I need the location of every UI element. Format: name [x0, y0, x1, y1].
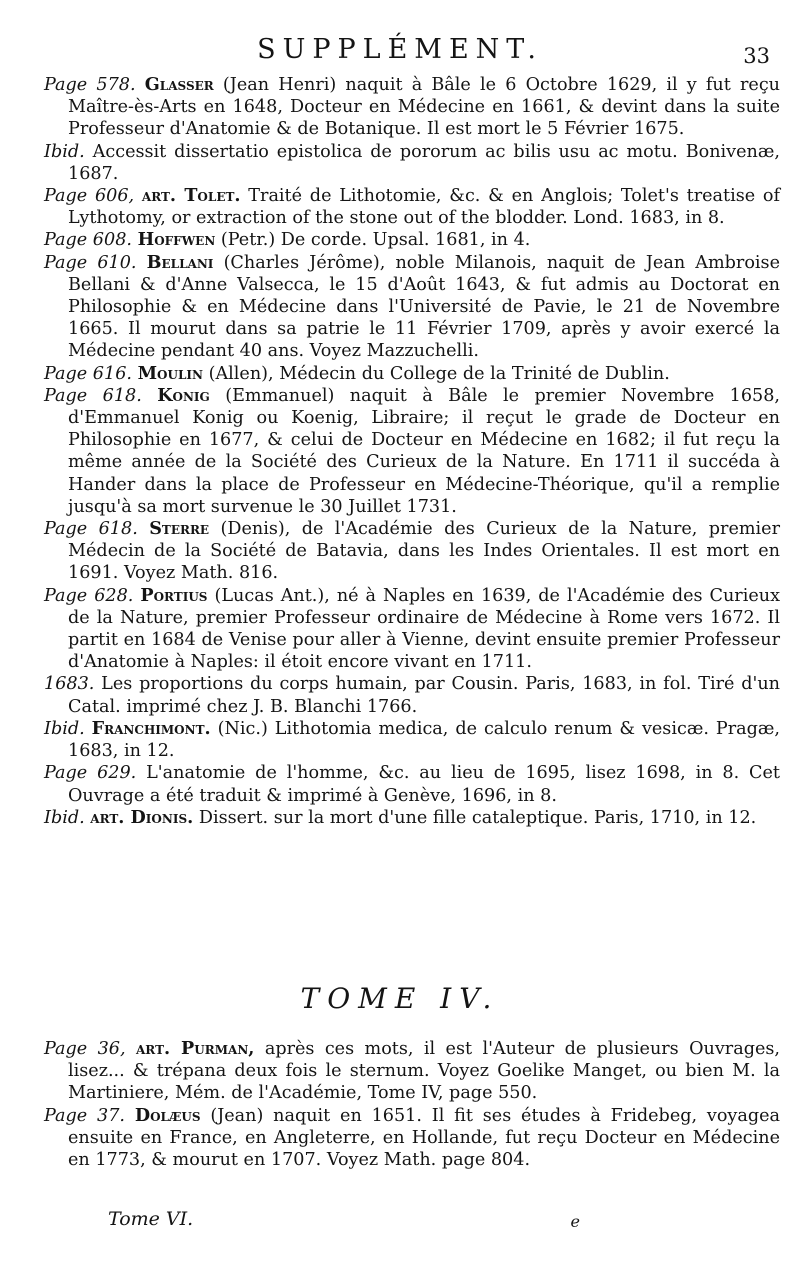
entry-ref: Ibid. — [44, 807, 85, 828]
entry-ref: Page 610. — [44, 252, 137, 273]
entry-ref: Page 629. — [44, 763, 137, 784]
entry-author: Sterre — [149, 518, 210, 540]
entry-ref: Page 616. — [44, 363, 132, 384]
entry — [44, 185, 780, 229]
entry — [44, 518, 780, 585]
entry-ref: Page 628. — [44, 585, 134, 606]
entry-author: Glasser — [144, 74, 214, 95]
entry — [44, 141, 780, 185]
entry-author: Portius — [140, 584, 208, 606]
entry-text: Dissert. sur la mort d'une fille cataleptique. Paris, 1710, in 12. — [198, 807, 757, 828]
entry — [44, 807, 780, 829]
entry-ref: Page 36, — [44, 1039, 126, 1059]
entry-text: (Allen), Médecin du College de la Trinité de Dublin. — [208, 363, 670, 384]
entry-ref: Page 618. — [44, 519, 138, 540]
footer — [108, 1208, 760, 1238]
entry-ref: Page 37. — [44, 1105, 125, 1126]
entry-text: (Charles Jérôme), noble Milanois, naquit de Jean Ambroise Bellani & d'Anne Valsecca, le 15 d'Août 1643, & fut admis au Doctorat en Philosophie & en Médecine dans l'Université de Pavie, le 21 de Novembre 1665. Il mourut dans sa patrie le 11 Février 1709, après y avoir exercé la Médecine pendant 40 ans. Voyez Mazzuchelli. — [68, 252, 780, 362]
entry-ref: Page 608. — [44, 230, 132, 251]
entry-author: art. Dionis. — [90, 806, 194, 828]
entry-text: (Jean) naquit en 1651. Il fit ses études à Fridebeg, voyagea ensuite en France, en Angleterre, en Hollande, fut reçu Docteur en Médecine en 1773, & mourut en 1707. Voyez Math. page 804. — [68, 1105, 781, 1171]
entry-text: (Denis), de l'Académie des Curieux de la Nature, premier Médecin de la Société de Batavia, dans les Indes Orientales. Il est mort en 1691. Voyez Math. 816. — [68, 519, 781, 584]
entry — [44, 252, 780, 363]
entry-author: Dolæus — [134, 1104, 201, 1126]
entry-ref: Page 578. — [44, 75, 136, 95]
entry — [44, 1105, 780, 1172]
entry — [44, 762, 780, 806]
entry-text: (Emmanuel) naquit à Bâle le premier Novembre 1658, d'Emmanuel Konig ou Koenig, Libraire; il reçut le grade de Docteur en Philosophie en 1677, & celui de Docteur en Médecine en 1682; il fut reçu la même année de la Société des Curieux de la Nature. En 1711 il succéda à Hander dans la place de Professeur en Médecine-Théorique, qu'il a remplie jusqu'à sa mort survenue le 30 Juillet 1731. — [68, 385, 781, 517]
entry — [44, 1038, 780, 1105]
entry — [44, 229, 780, 251]
entry — [44, 718, 780, 762]
entry-ref: Page 606, — [44, 186, 135, 207]
entry-author: Hoffwen — [137, 229, 216, 251]
entry-author: Moulin — [137, 362, 203, 384]
entry-ref: 1683. — [44, 674, 95, 695]
section-heading: TOME IV. — [300, 982, 500, 1015]
entry — [44, 74, 780, 141]
entry-text: (Nic.) Lithotomia medica, de calculo renum & vesicæ. Pragæ, 1683, in 12. — [68, 718, 781, 762]
running-head — [0, 34, 800, 74]
entry-author: Bellani — [146, 251, 214, 273]
page-number: 33 — [743, 44, 770, 68]
entry-author: Konig — [157, 384, 210, 406]
entries-list-tome-iv — [44, 1038, 780, 1171]
entry-text: (Lucas Ant.), né à Naples en 1639, de l'Académie des Curieux de la Nature, premier Professeur ordinaire de Médecine à Rome vers 1672. Il partit en 1684 de Venise pour aller à Vienne, devint ensuite premier Professeur d'Anatomie à Naples: il étoit encore vivant en 1711. — [68, 585, 781, 673]
running-title: SUPPLÉMENT. — [257, 34, 543, 65]
entry-text: (Jean Henri) naquit à Bâle le 6 Octobre 1629, il y fut reçu Maître-ès-Arts en 1648, Docteur en Médecine en 1661, & devint dans la suite Professeur d'Anatomie & de Botanique. Il est mort le 5 Février 1675. — [68, 75, 781, 140]
entry-text: Accessit dissertatio epistolica de pororum ac bilis usu ac motu. Bonivenæ, 1687. — [68, 141, 780, 184]
entry-text: L'anatomie de l'homme, &c. au lieu de 1695, lisez 1698, in 8. Cet Ouvrage a été traduit & imprimé à Genève, 1696, in 8. — [68, 763, 780, 806]
entry — [44, 385, 780, 518]
entry-ref: Ibid. — [44, 718, 85, 739]
entry-text: Les proportions du corps humain, par Cousin. Paris, 1683, in fol. Tiré d'un Catal. imprimé chez J. B. Blanchi 1766. — [68, 674, 780, 717]
entry-text: Traité de Lithotomie, &c. & en Anglois; Tolet's treatise of Lythotomy, or extraction of the stone out of the blodder. Lond. 1683, in 8. — [68, 186, 781, 229]
entry — [44, 363, 780, 385]
entry-text: après ces mots, il est l'Auteur de plusieurs Ouvrages, lisez... & trépana deux fois le sternum. Voyez Goelike Manget, ou bien M. la Martiniere, Mém. de l'Académie, Tome IV, page 550. — [68, 1039, 781, 1104]
entry-author: art. Tolet. — [141, 185, 241, 207]
entry-author: Franchimont. — [91, 717, 211, 739]
entry — [44, 585, 780, 674]
signature-mark: Tome VI. — [108, 1208, 194, 1230]
entry — [44, 673, 780, 717]
entry-text: (Petr.) De corde. Upsal. 1681, in 4. — [220, 230, 531, 251]
entries-list — [44, 74, 780, 829]
entry-ref: Page 618. — [44, 385, 142, 406]
entry-ref: Ibid. — [44, 141, 85, 162]
gathering-mark: e — [570, 1212, 580, 1231]
entry-author: art. Purman, — [136, 1038, 255, 1059]
